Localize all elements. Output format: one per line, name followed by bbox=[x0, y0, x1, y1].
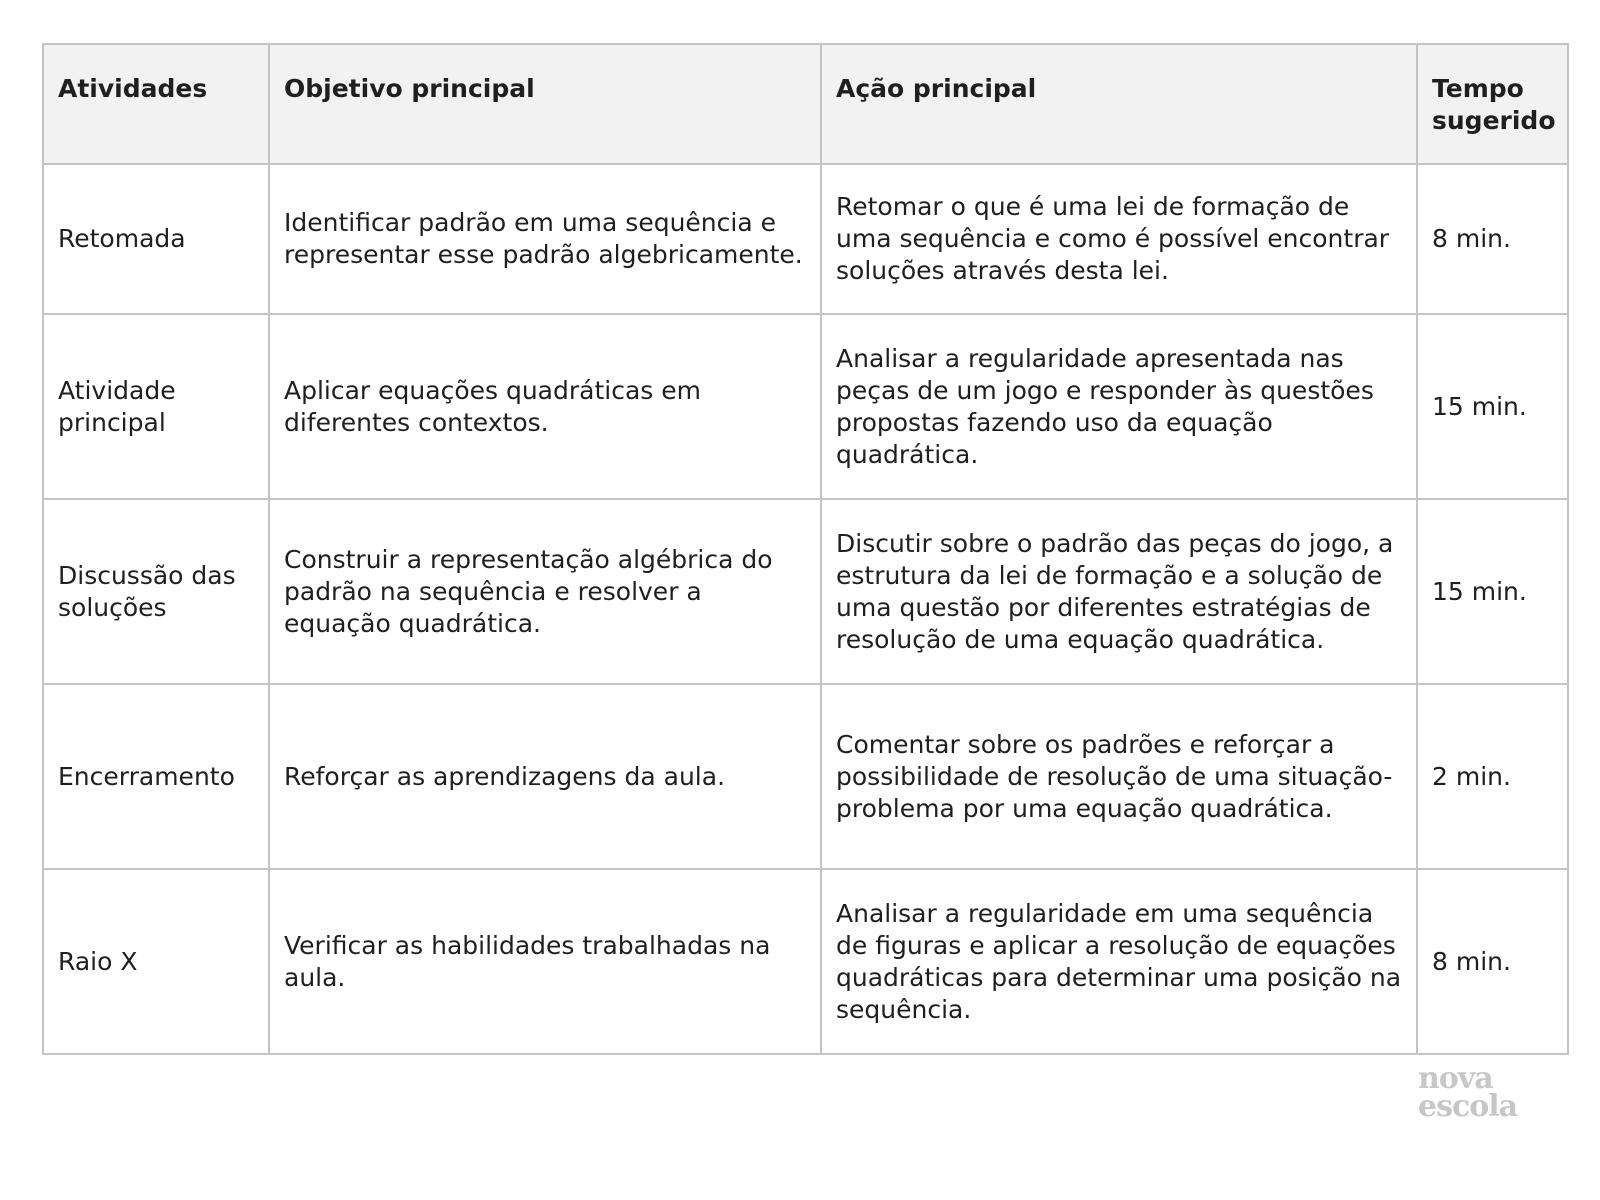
logo-line-escola: escola bbox=[1418, 1089, 1518, 1124]
cell-atividade: Discussão das soluções bbox=[43, 499, 269, 684]
cell-acao: Analisar a regularidade apresentada nas peças de um jogo e responder às questões propostas fazendo uso da equação quadrática. bbox=[821, 314, 1417, 499]
table-row bbox=[43, 499, 1568, 684]
cell-atividade: Retomada bbox=[43, 164, 269, 314]
table-row bbox=[43, 314, 1568, 499]
cell-atividade: Atividade principal bbox=[43, 314, 269, 499]
cell-objetivo: Verificar as habilidades trabalhadas na aula. bbox=[269, 869, 821, 1054]
cell-acao: Analisar a regularidade em uma sequência de figuras e aplicar a resolução de equações quadráticas para determinar uma posição na sequência. bbox=[821, 869, 1417, 1054]
table-row bbox=[43, 164, 1568, 314]
cell-tempo: 15 min. bbox=[1417, 499, 1568, 684]
nova-escola-logo bbox=[1418, 1061, 1538, 1124]
header-objetivo: Objetivo principal bbox=[269, 44, 821, 164]
table-header-row bbox=[43, 44, 1568, 164]
header-acao: Ação principal bbox=[821, 44, 1417, 164]
logo-line-nova: nova bbox=[1418, 1061, 1493, 1096]
cell-objetivo: Aplicar equações quadráticas em diferentes contextos. bbox=[269, 314, 821, 499]
cell-tempo: 15 min. bbox=[1417, 314, 1568, 499]
cell-objetivo: Reforçar as aprendizagens da aula. bbox=[269, 684, 821, 869]
cell-atividade: Raio X bbox=[43, 869, 269, 1054]
table-row bbox=[43, 684, 1568, 869]
cell-objetivo: Identificar padrão em uma sequência e representar esse padrão algebricamente. bbox=[269, 164, 821, 314]
header-tempo: Tempo sugerido bbox=[1417, 44, 1568, 164]
table-row bbox=[43, 869, 1568, 1054]
cell-acao: Comentar sobre os padrões e reforçar a possibilidade de resolução de uma situação-problema por uma equação quadrática. bbox=[821, 684, 1417, 869]
cell-tempo: 8 min. bbox=[1417, 869, 1568, 1054]
cell-tempo: 2 min. bbox=[1417, 684, 1568, 869]
header-atividades: Atividades bbox=[43, 44, 269, 164]
cell-acao: Discutir sobre o padrão das peças do jogo, a estrutura da lei de formação e a solução de uma questão por diferentes estratégias de resolução de uma equação quadrática. bbox=[821, 499, 1417, 684]
cell-atividade: Encerramento bbox=[43, 684, 269, 869]
cell-tempo: 8 min. bbox=[1417, 164, 1568, 314]
cell-acao: Retomar o que é uma lei de formação de uma sequência e como é possível encontrar soluções através desta lei. bbox=[821, 164, 1417, 314]
cell-objetivo: Construir a representação algébrica do padrão na sequência e resolver a equação quadrática. bbox=[269, 499, 821, 684]
lesson-plan-table bbox=[42, 43, 1569, 1055]
